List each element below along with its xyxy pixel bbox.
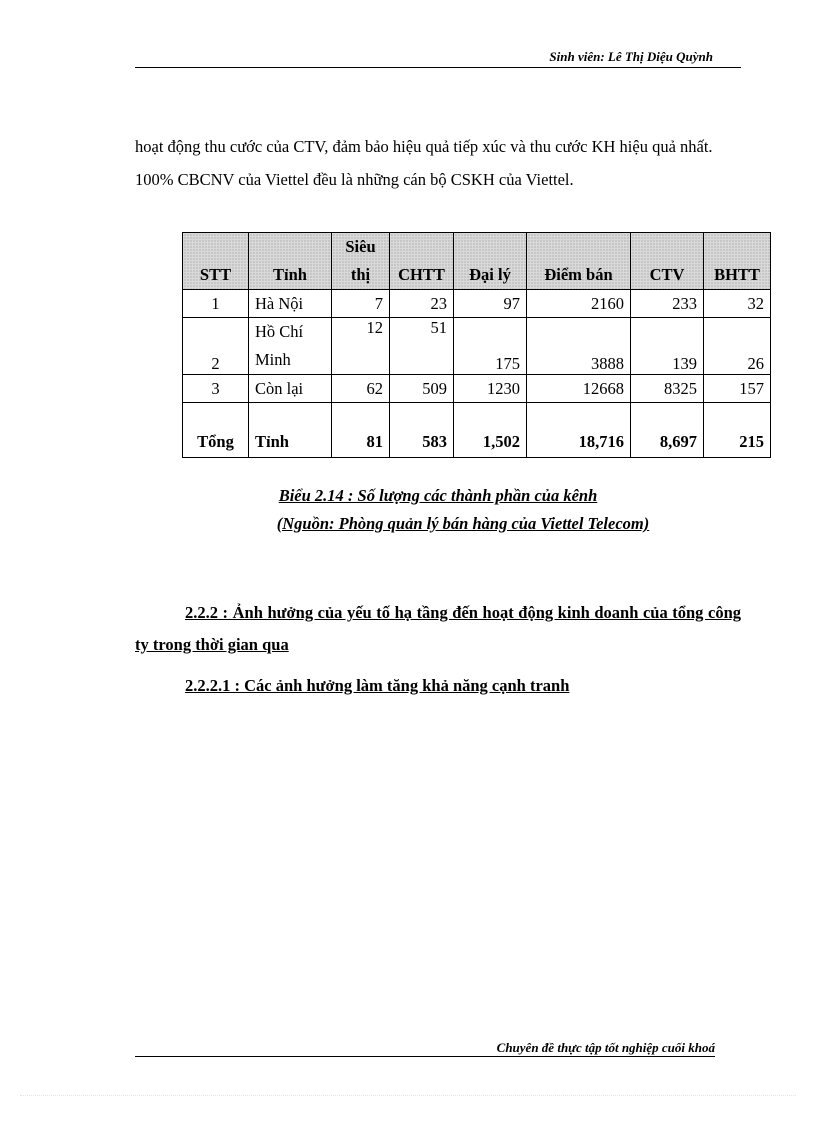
header-cell-province: Tỉnh [249,233,332,290]
table-cell: 12 [332,318,390,375]
table-caption: Biểu 2.14 : Số lượng các thành phần của kênh [278,486,598,505]
table-cell: 157 [704,375,771,403]
body-paragraph: hoạt động thu cước của CTV, đảm bảo hiệu quả tiếp xúc và thu cước KH hiệu quả nhất. 100% CBCNV của Viettel đều là những cán bộ CSKH của Viettel. [135,137,713,189]
table-total-row [183,403,771,458]
table-row [183,290,771,318]
table-cell: 215 [704,403,771,458]
header-cell-ctv: CTV [631,233,704,290]
table-cell: 3888 [527,318,631,375]
table-cell: 2160 [527,290,631,318]
footer-rule [135,1056,715,1057]
table-cell: Hồ Chí Minh [249,318,332,375]
table-cell: 175 [454,318,527,375]
section-heading: 2.2.2 : Ảnh hưởng của yếu tố hạ tầng đến hoạt động kinh doanh của tổng công ty trong thời gian qua [135,603,741,654]
header-cell-chtt: CHTT [390,233,454,290]
header-cell-stt: STT [183,233,249,290]
table-header-row [183,233,771,290]
table-row [183,375,771,403]
table-cell: 51 [390,318,454,375]
table-cell: Tỉnh [249,403,332,458]
table-cell: 1 [183,290,249,318]
table-cell: 32 [704,290,771,318]
table-cell: 97 [454,290,527,318]
header-rule [135,67,741,68]
header-cell-points-of-sale: Điểm bán [527,233,631,290]
page-header: Sinh viên: Lê Thị Diệu Quỳnh [549,49,713,64]
table-cell: 139 [631,318,704,375]
subsection-heading: 2.2.2.1 : Các ảnh hưởng làm tăng khả năng cạnh tranh [185,676,570,695]
table-cell: 62 [332,375,390,403]
table-cell: 18,716 [527,403,631,458]
table-cell: 3 [183,375,249,403]
page-footer: Chuyên đề thực tập tốt nghiệp cuối khoá [496,1040,715,1055]
table-row [183,318,771,375]
table-cell: 26 [704,318,771,375]
channel-table [182,232,771,458]
table-cell: 233 [631,290,704,318]
table-cell: Tổng [183,403,249,458]
table-cell: 509 [390,375,454,403]
header-cell-bhtt: BHTT [704,233,771,290]
table-cell: Hà Nội [249,290,332,318]
table-cell: 81 [332,403,390,458]
table-cell: 8325 [631,375,704,403]
table-cell: 1230 [454,375,527,403]
table-cell: 23 [390,290,454,318]
table-cell: 583 [390,403,454,458]
page-bottom-dots [20,1095,796,1096]
header-cell-supermarket: Siêu thị [332,233,390,290]
table-cell: 12668 [527,375,631,403]
table-cell: 1,502 [454,403,527,458]
table-cell: 8,697 [631,403,704,458]
table-source: (Nguồn: Phòng quản lý bán hàng của Viettel Telecom) [276,514,650,533]
table-cell: Còn lại [249,375,332,403]
table-cell: 7 [332,290,390,318]
table-cell: 2 [183,318,249,375]
header-cell-agency: Đại lý [454,233,527,290]
